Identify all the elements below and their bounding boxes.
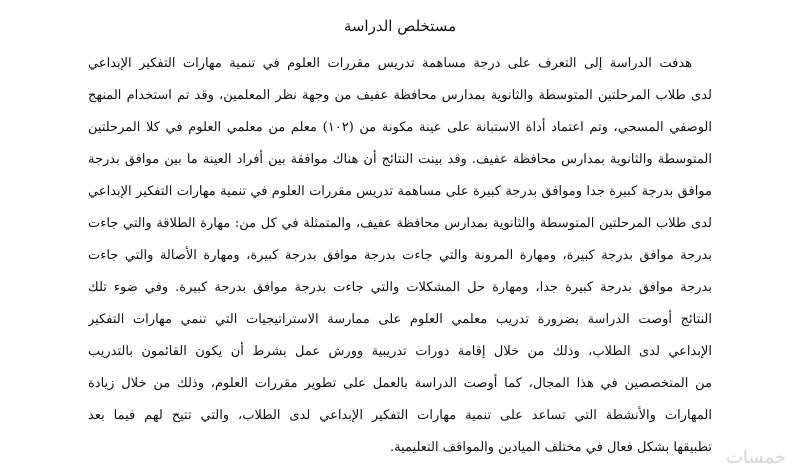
abstract-line: تطبيقها بشكل فعال في مختلف الميادين والمواقف التعليمية.: [390, 440, 712, 455]
abstract-line: هدفت الدراسة إلى التعرف على درجة مساهمة تدريس مقررات العلوم في تنمية مهارات التفكير الإبداعي: [88, 56, 692, 71]
abstract-title: مستخلص الدراسة: [343, 17, 457, 35]
abstract-line: بدرجة موافق بدرجة كبيرة جدا، ومهارة حل المشكلات والتي جاءت بدرجة موافق بدرجة كبيرة. وفي ضوء تلك: [88, 280, 712, 295]
abstract-line: المتوسطة والثانوية بمدارس محافظة عفيف. وقد بينت النتائج أن هناك موافقة بين أفراد العينة ما بين موافق بدرجة: [88, 152, 712, 167]
abstract-line: لدى طلاب المرحلتين المتوسطة والثانوية بمدارس محافظة عفيف، والمتمثلة في كل من: مهارة الطلاقة والتي جاءت: [88, 216, 712, 231]
watermark-logo: خمسات: [725, 447, 786, 468]
abstract-line: لدى طلاب المرحلتين المتوسطة والثانوية بمدارس محافظة عفيف من وجهة نظر المعلمين، وقد تم استخدام المنهج: [88, 88, 712, 103]
abstract-line: الوصفي المسحي، وتم اعتماد أداة الاستبانة على عينة مكونة من (١٠٢) معلم من معلمي العلوم في كلا المرحلتين: [88, 120, 712, 135]
abstract-line: بدرجة موافق بدرجة كبيرة، ومهارة المرونة والتي جاءت بدرجة موافق بدرجة كبيرة، ومهارة الأصالة والتي جاءت: [88, 248, 712, 263]
abstract-body: [88, 48, 712, 464]
abstract-line: من المتخصصين في هذا المجال، كما أوصت الدراسة بالعمل على تطوير مقررات العلوم، وذلك من خلال زيادة: [88, 376, 712, 391]
abstract-line: الإبداعي لدى الطلاب، وذلك من خلال إقامة دورات تدريبية وورش عمل بشرط أن يكون القائمون بالتدريب: [88, 344, 712, 359]
abstract-line: النتائج أوصت الدراسة بضرورة تدريب معلمي العلوم على ممارسة الاستراتيجيات التي تنمي مهارات التفكير: [88, 312, 712, 327]
abstract-line: المهارات والأنشطة التي تساعد على تنمية مهارات التفكير الإبداعي لدى الطلاب، والتي تتيح لهم فيما بعد: [88, 408, 712, 423]
abstract-line: موافق بدرجة كبيرة جدا وموافق بدرجة كبيرة على مساهمة تدريس مقررات العلوم في تنمية مهارات التفكير الإبداعي: [88, 184, 712, 199]
